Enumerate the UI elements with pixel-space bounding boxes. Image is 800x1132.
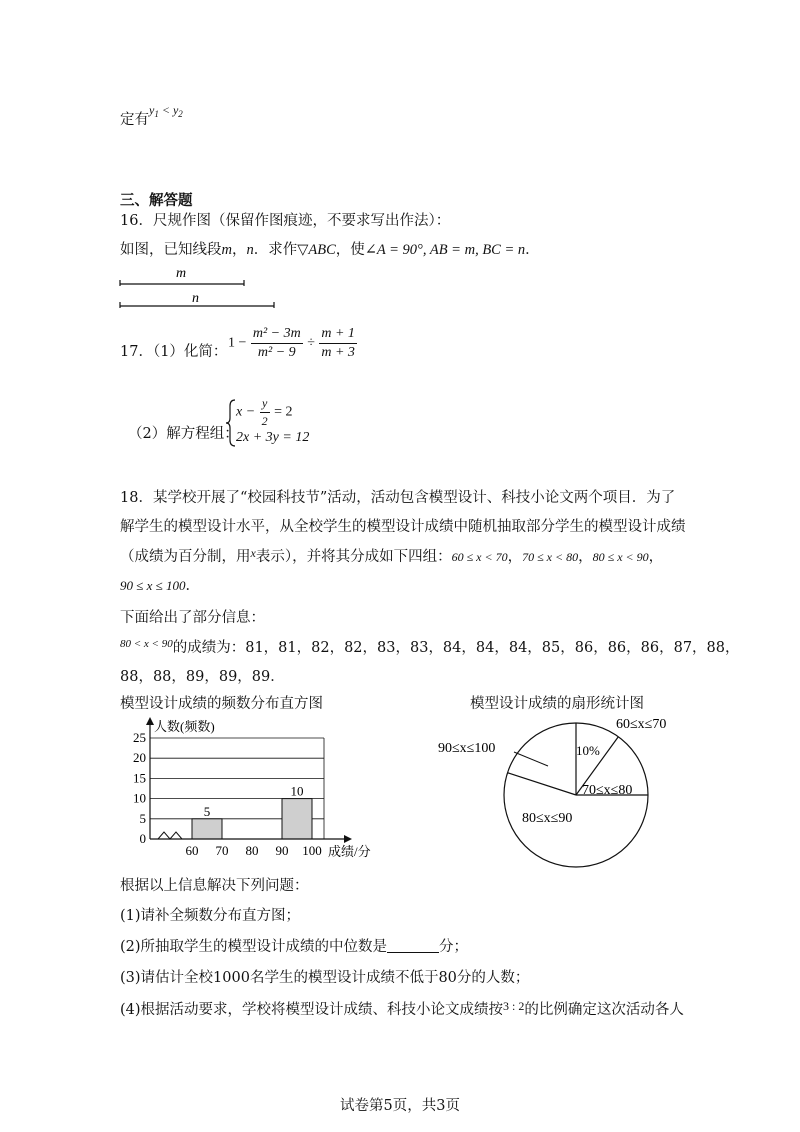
x-tick-label: 90 <box>275 843 289 858</box>
q18-line6: $^{80 < x < 90}$的成绩为：81，81，82，82，83，83，84，84，84，85，86，86，86，87，88， <box>120 638 740 656</box>
q17-expression: 1 − $\frac{\text{m² − 3m}}{\text{m² − 9}}$ ÷ $\frac{m + 1}{m + 3}$ <box>228 326 355 360</box>
histogram-chart <box>112 714 402 864</box>
x-axis-label: 成绩/分 <box>328 844 371 859</box>
segment-m-label: m <box>176 266 187 281</box>
x-tick-label: 70 <box>215 843 229 858</box>
fraction-2: $\frac{m + 1}{m + 3}$ <box>321 326 355 360</box>
pie-title: 模型设计成绩的扇形统计图 <box>470 696 644 712</box>
y-tick-label: 5 <box>139 810 146 826</box>
bar-value-label: 5 <box>203 803 211 819</box>
q18-q2: (2)所抽取学生的模型设计成绩的中位数是 分； <box>120 939 469 955</box>
prev-answer-line: 定有$^{y_1 < y_2}$ <box>120 103 183 128</box>
q18-line7: 88，88，89，89，89． <box>120 669 285 685</box>
segments-m-n <box>116 262 286 312</box>
q18-q1: (1)请补全频数分布直方图； <box>120 908 301 924</box>
axis-break-mark <box>158 832 182 839</box>
pie-percent-label: 10% <box>576 743 600 758</box>
x-tick-label: 80 <box>245 843 259 858</box>
section-title: 三、解答题 <box>120 192 193 209</box>
q17-part2-label: （2）解方程组： <box>128 426 239 442</box>
y-tick-label: 0 <box>139 831 146 846</box>
inequality-y1-y2: y1 < y2 <box>149 103 183 119</box>
segment-n-label: n <box>192 291 199 306</box>
triangle-abc: ▽ABC <box>297 242 336 258</box>
q18-line5: 下面给出了部分信息： <box>120 610 265 626</box>
histogram-bar <box>282 799 312 839</box>
q18-q4: (4)根据活动要求，学校将模型设计成绩、科技小论文成绩按$^{3 : 2}$的比例确定这次活动各人 <box>120 999 684 1018</box>
y-tick-label: 15 <box>133 770 146 786</box>
pie-slice-label: 60≤x≤70 <box>616 717 667 732</box>
q18-q3: (3)请估计全校1000名学生的模型设计成绩不低于80分的人数； <box>120 970 530 986</box>
histogram-title: 模型设计成绩的频数分布直方图 <box>120 696 323 712</box>
q18-line2: 解学生的模型设计水平，从全校学生的模型设计成绩中随机抽取部分学生的模型设计成绩 <box>120 519 686 535</box>
q18-line1: 18．某学校开展了“校园科技节”活动，活动包含模型设计、科技小论文两个项目．为了 <box>120 490 676 506</box>
bar-value-label: 10 <box>290 783 304 799</box>
y-axis-label: 人数(频数) <box>154 719 215 734</box>
q18-intro: 根据以上信息解决下列问题： <box>120 878 309 894</box>
answer-blank[interactable] <box>387 938 439 953</box>
q16-line2: 如图，已知线段m，n．求作▽ABC，使∠A = 90°, AB = m, BC = n． <box>120 242 540 258</box>
equation-2: 2x + 3y = 12 <box>236 430 310 445</box>
y-tick-label: 25 <box>133 730 146 745</box>
q16-line1: 16．尺规作图（保留作图痕迹，不要求写出作法）： <box>120 213 451 229</box>
y-tick-label: 20 <box>133 750 146 766</box>
histogram-bar <box>192 819 222 839</box>
pie-chart <box>430 708 710 878</box>
y-tick-label: 10 <box>133 790 146 806</box>
pie-slice-label: 90≤x≤100 <box>438 741 496 756</box>
x-tick-label: 100 <box>302 843 322 858</box>
q17-part1-label: 17．（1）化简： <box>120 344 228 360</box>
q18-line4: 90 ≤ x ≤ 100． <box>120 578 201 594</box>
q16-condition: ∠A = 90°, AB = m, BC = n <box>364 242 526 258</box>
x-axis-arrow <box>344 835 352 843</box>
x-tick-label: 60 <box>185 843 199 858</box>
equation-1: x − $\frac{y}{2}$ = 2 <box>236 396 293 428</box>
q18-line3: （成绩为百分制，用$^x$表示），并将其分成如下四组：60 ≤ x < 70，70 ≤ x < 80，80 ≤ x < 90， <box>120 546 664 565</box>
pie-slice-label: 80≤x≤90 <box>522 811 573 826</box>
y-axis-arrow <box>146 717 154 725</box>
fraction-1: $\frac{\text{m² − 3m}}{\text{m² − 9}}$ <box>252 326 301 360</box>
page-footer: 试卷第5页，共3页 <box>340 1098 460 1114</box>
pie-slice-label: 70≤x≤80 <box>582 783 633 798</box>
